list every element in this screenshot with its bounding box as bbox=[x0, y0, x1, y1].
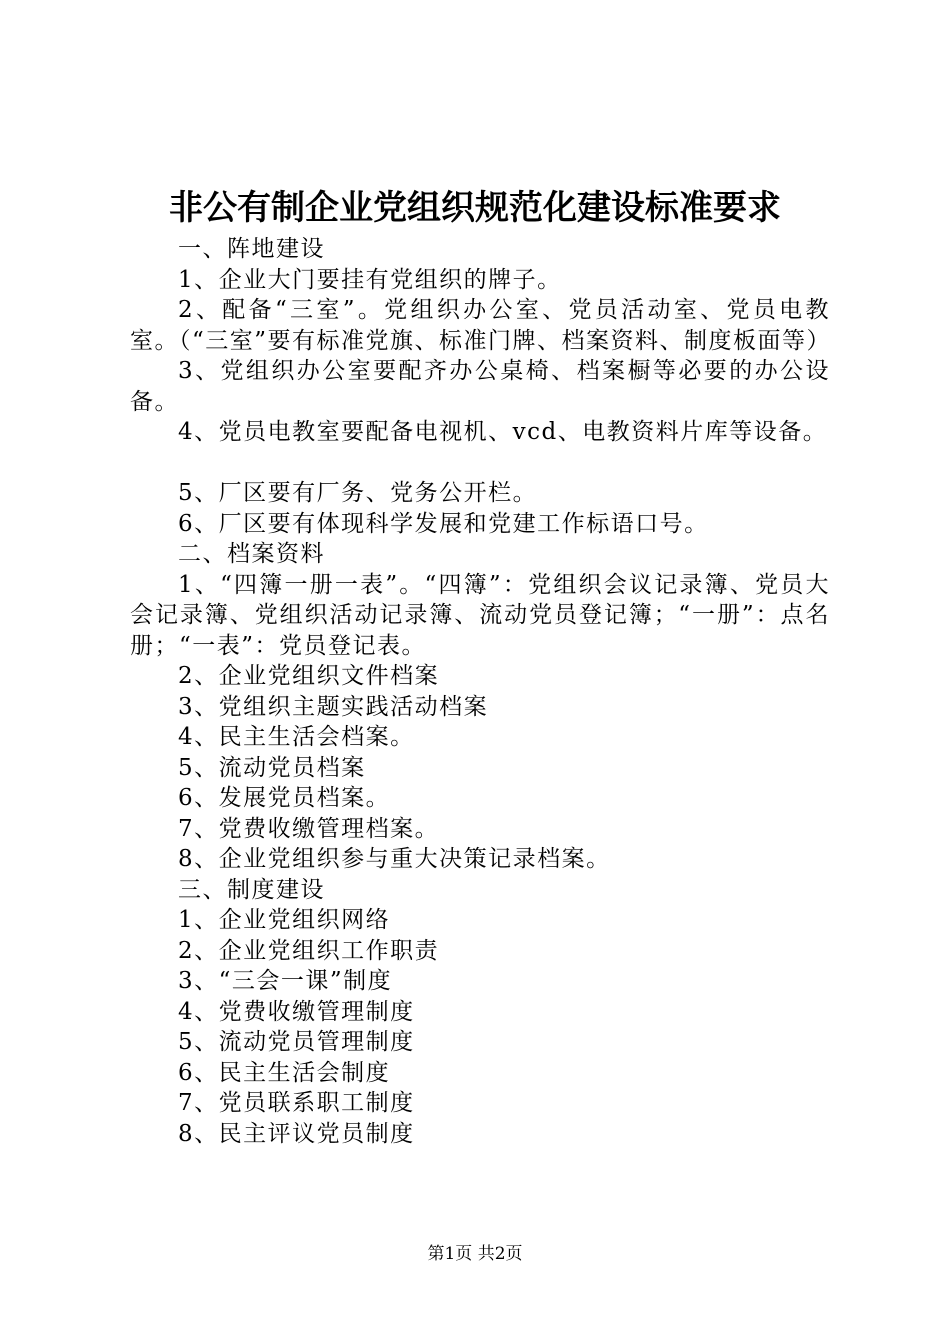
list-item: 4、党员电教室要配备电视机、vcd、电教资料片库等设备。 bbox=[178, 419, 828, 445]
list-item: 6、发展党员档案。 bbox=[178, 785, 391, 811]
section-heading: 二、档案资料 bbox=[178, 541, 325, 567]
list-item: 3、党组织办公室要配齐办公桌椅、档案橱等必要的办公设备。 bbox=[130, 358, 830, 415]
section-heading: 三、制度建设 bbox=[178, 876, 325, 903]
blank-line bbox=[130, 448, 830, 479]
list-item: 5、流动党员管理制度 bbox=[178, 1029, 415, 1055]
list-item: 1、企业党组织网络 bbox=[178, 907, 391, 933]
list-item: 7、党员联系职工制度 bbox=[178, 1090, 415, 1116]
list-item: 2、企业党组织文件档案 bbox=[178, 663, 440, 689]
list-item: 3、“三会一课”制度 bbox=[178, 968, 393, 994]
list-item: 6、民主生活会制度 bbox=[178, 1059, 391, 1086]
list-item: 8、民主评议党员制度 bbox=[178, 1120, 415, 1147]
list-item: 7、党费收缴管理档案。 bbox=[178, 815, 440, 842]
list-item: 1、“四簿一册一表”。“四簿”：党组织会议记录簿、党员大会记录簿、党组织活动记录簿、流动党员登记簿；“一册”：点名册；“一表”：党员登记表。 bbox=[130, 571, 830, 659]
list-item: 4、党费收缴管理制度 bbox=[178, 998, 415, 1025]
list-item: 2、配备“三室”。党组织办公室、党员活动室、党员电教室。（“三室”要有标准党旗、标准门牌、档案资料、制度板面等） bbox=[130, 297, 832, 354]
list-item: 8、企业党组织参与重大决策记录档案。 bbox=[178, 846, 611, 872]
section-heading: 一、阵地建设 bbox=[178, 236, 325, 262]
list-item: 3、党组织主题实践活动档案 bbox=[178, 693, 489, 720]
list-item: 5、厂区要有厂务、党务公开栏。 bbox=[178, 480, 538, 506]
page-footer: 第1页 共2页 bbox=[427, 1244, 523, 1264]
list-item: 1、企业大门要挂有党组织的牌子。 bbox=[178, 266, 562, 293]
list-item: 2、企业党组织工作职责 bbox=[178, 937, 440, 964]
document-title: 非公有制企业党组织规范化建设标准要求 bbox=[169, 188, 781, 228]
list-item: 5、流动党员档案 bbox=[178, 754, 366, 781]
document-body bbox=[130, 234, 830, 1149]
list-item: 6、厂区要有体现科学发展和党建工作标语口号。 bbox=[178, 510, 709, 537]
list-item: 4、民主生活会档案。 bbox=[178, 724, 415, 750]
